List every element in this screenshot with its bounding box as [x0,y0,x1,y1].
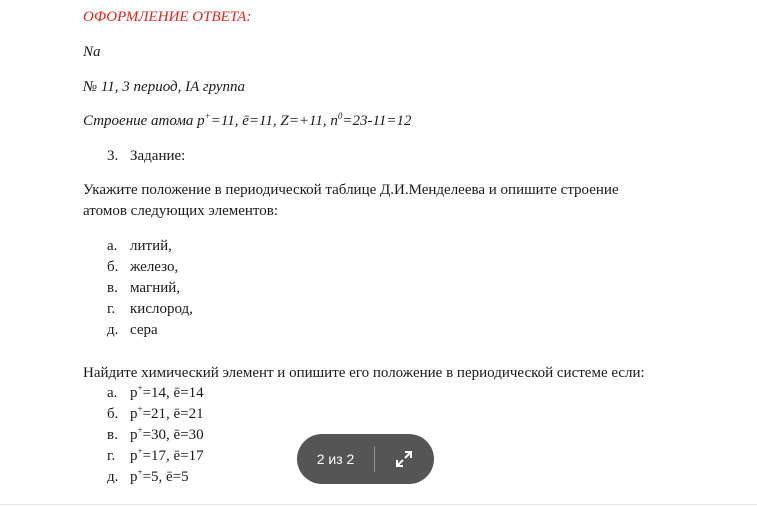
task-text-line2: атомов следующих элементов: [83,203,279,219]
answer-heading: ОФОРМЛЕНИЕ ОТВЕТА: [83,9,252,25]
page-count: 2 из 2 [316,451,355,467]
answer-structure: Строение атома p+=11, ē=11, Z=+11, $n^0=23-11=12$ [83,111,412,129]
task-number: 3. [107,148,119,164]
expand-icon [395,450,413,468]
page-navigator [297,434,434,484]
task-title: Задание: [130,148,186,164]
find-text: Найдите химический элемент и опишите его положение в периодической системе если: [83,365,645,381]
answer-element: Na [83,44,101,60]
expand-button[interactable] [375,434,433,484]
answer-position: № 11, 3 период, IA группа [83,79,246,95]
task-text-line1: Укажите положение в периодической таблице Д.И.Менделеева и опишите строение [83,182,619,198]
document-page: ОФОРМЛЕНИЕ ОТВЕТА: Na № 11, 3 период, IA группа Строение атома p+=11, ē=11, Z=+11, $n^0=23-11=12$ 3. Задание: Укажите положение в периодической таблице Д.И.Менделеева и опишите строение атомов следующих элементов: а. литий, б. железо, в. магний, г. кислород, д. сера Найдите химический элемент и опишите его положение в периодической системе если: а. p+=14, ē=14 б. p+=21, ē=21 в. p+=30, ē=30 г. p+=17, ē=17 д. p+=5, ē=5 [0,0,757,506]
page-bottom-divider [0,504,757,505]
